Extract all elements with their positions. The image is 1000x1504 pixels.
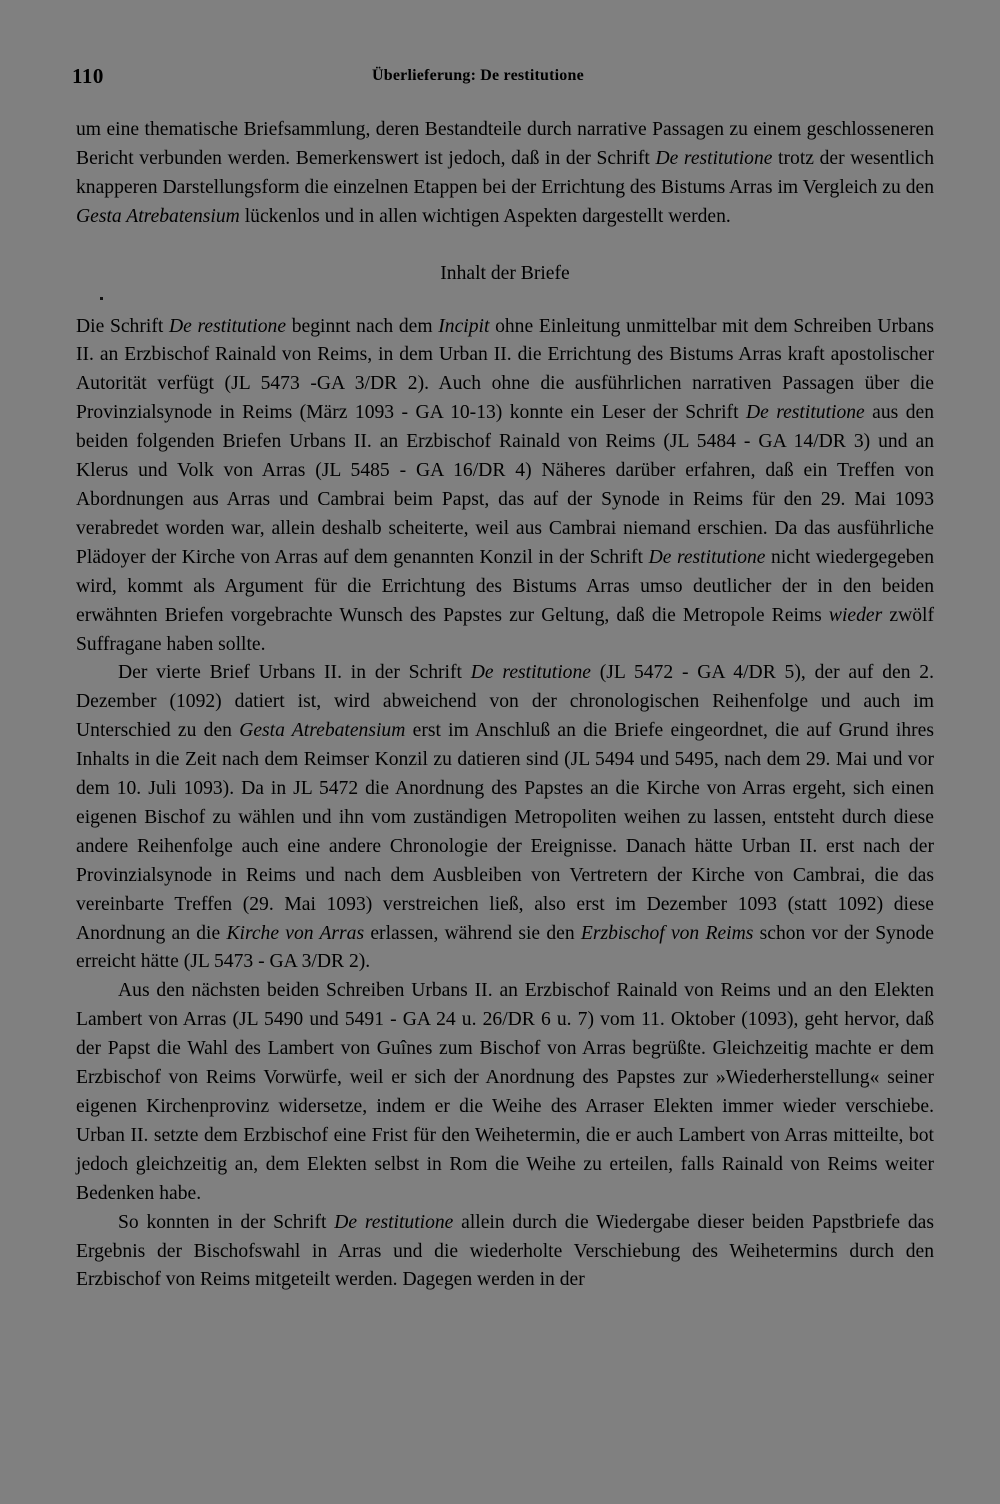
italic-title: Gesta Atrebatensium — [239, 720, 406, 742]
page-header — [72, 64, 934, 98]
text-run: ohne Einleitung unmittelbar mit dem Schreiben Urbans II. an Erzbischof Rainald von Reims, in dem Urban II. die Errichtung des Bistums Arras kraft apostolischer Autorität verfügt (JL 5473 -GA 3/DR 2). Auch ohne die ausführlichen narrativen Passagen über die Provinzialsynode in Reims (März 1093 - GA 10-13) konnte ein Leser der Schrift — [76, 315, 934, 424]
italic-emphasis: wieder — [828, 604, 883, 626]
text-run: erlassen, während sie den — [364, 922, 581, 944]
text-run: allein durch die Wiedergabe dieser beiden Papstbriefe das Ergebnis der Bischofswahl in Arras und die wiederholte Verschiebung des Weihetermins durch den Erzbischof von Reims mitgeteilt werden. Dagegen werden in der — [76, 1211, 934, 1291]
text-run: trotz der wesentlich knapperen Darstellungsform die einzelnen Etappen bei der Errichtung des Bistums Arras im Vergleich zu den — [76, 147, 934, 198]
italic-title: De restitutione — [470, 662, 591, 684]
text-run: (JL 5472 - GA 4/DR 5), der auf den 2. Dezember (1092) datiert ist, wird abweichend von der chronologischen Reihenfolge und auch im Unterschied zu den — [76, 662, 935, 742]
paragraph-4 — [76, 977, 934, 1208]
italic-title: De restitutione — [168, 315, 287, 337]
body-text — [76, 116, 934, 1295]
text-run: aus den beiden folgenden Briefen Urbans II. an Erzbischof Rainald von Reims (JL 5484 - GA 14/DR 3) und an Klerus und Volk von Arras (JL 5485 - GA 16/DR 4) Näheres darüber erfahren, daß ein Treffen von Abordnungen aus Arras und Cambrai beim Papst, das auf der Synode in Reims für den 29. Mai 1093 verabredet worden war, allein deshalb scheiterte, weil aus Cambrai niemand erschien. Da das ausführliche Plädoyer der Kirche von Arras auf dem genannten Konzil in der Schrift — [76, 402, 934, 568]
paragraph-1 — [76, 116, 934, 232]
text-run: schon vor der Synode erreicht hätte (JL 5473 - GA 3/DR 2). — [76, 922, 934, 973]
text-run: Aus den nächsten beiden Schreiben Urbans II. an Erzbischof Rainald von Reims und an den Elekten Lambert von Arras (JL 5490 und 5491 - GA 24 u. 26/DR 6 u. 7) vom 11. Oktober (1093), geht hervor, daß der Papst die Wahl des Lambert von Guînes zum Bischof von Arras begrüßte. Gleichzeitig machte er dem Erzbischof von Reims Vorwürfe, weil er sich der Anordnung des Papstes zur »Wiederherstellung« seiner eigenen Kirchenprovinz widersetze, indem er die Weihe des Arraser Elekten immer wieder verschiebe. Urban II. setzte dem Erzbischof eine Frist für den Weihetermin, die er auch Lambert von Arras mitteilte, bot jedoch gleichzeitig an, dem Elekten selbst in Rom die Weihe zu erteilen, falls Rainald von Reims weiter Bedenken habe. — [76, 980, 934, 1204]
italic-title: De restitutione — [655, 147, 773, 169]
text-run: beginnt nach dem — [286, 315, 439, 337]
page-number: 110 — [72, 64, 104, 88]
text-run: um eine thematische Briefsammlung, deren Bestandteile durch narrative Passagen zu einem geschlosseneren Bericht verbunden werden. Bemerkenswert ist jedoch, daß in der Schrift — [76, 119, 934, 169]
text-run: erst im Anschluß an die Briefe eingeordnet, die auf Grund ihres Inhalts in die Zeit nach dem Reimser Konzil zu datieren sind (JL 5494 und 5495, nach dem 29. Mai und vor dem 10. Juli 1093). Da in JL 5472 die Anordnung des Papstes an die Kirche von Arras ergeht, sich einen eigenen Bischof zu wählen und ihn vom zuständigen Metropoliten weihen zu lassen, entsteht durch diese andere Reihenfolge auch eine andere Chronologie der Ereignisse. Danach hätte Urban II. erst nach der Provinzialsynode in Reims und nach dem Ausbleiben von Vertretern der Kirche von Cambrai, die das vereinbarte Treffen (29. Mai 1093) verstreichen ließ, also erst im Dezember 1093 (statt 1092) diese Anordnung an die — [76, 720, 934, 944]
italic-emphasis: Kirche von Arras — [226, 922, 365, 944]
italic-title: De restitutione — [745, 402, 865, 424]
text-run: So konnten in der Schrift — [118, 1211, 335, 1233]
paragraph-2 — [76, 313, 934, 660]
paragraph-5 — [76, 1209, 934, 1296]
text-run: lückenlos und in allen wichtigen Aspekten dargestellt werden. — [239, 205, 731, 227]
italic-title: De restitutione — [648, 546, 766, 568]
section-heading: Inhalt der Briefe — [440, 262, 570, 284]
italic-title: De restitutione — [334, 1211, 454, 1233]
text-run: zwölf Suffragane haben sollte. — [76, 604, 934, 655]
italic-emphasis: Erzbischof von Reims — [580, 922, 754, 944]
running-head: Überlieferung: De restitutione — [372, 67, 584, 84]
paragraph-3 — [76, 659, 934, 977]
italic-title: Gesta Atrebatensium — [76, 205, 240, 227]
text-run: Der vierte Brief Urbans II. in der Schrift — [118, 662, 471, 684]
text-run: nicht wiedergegeben wird, kommt als Argument für die Errichtung des Bistums Arras umso deutlicher der in den beiden erwähnten Briefen vorgebrachte Wunsch des Papstes zur Geltung, daß die Metropole Reims — [76, 546, 934, 626]
italic-term: Incipit — [438, 315, 490, 337]
text-run: Die Schrift — [76, 315, 169, 337]
